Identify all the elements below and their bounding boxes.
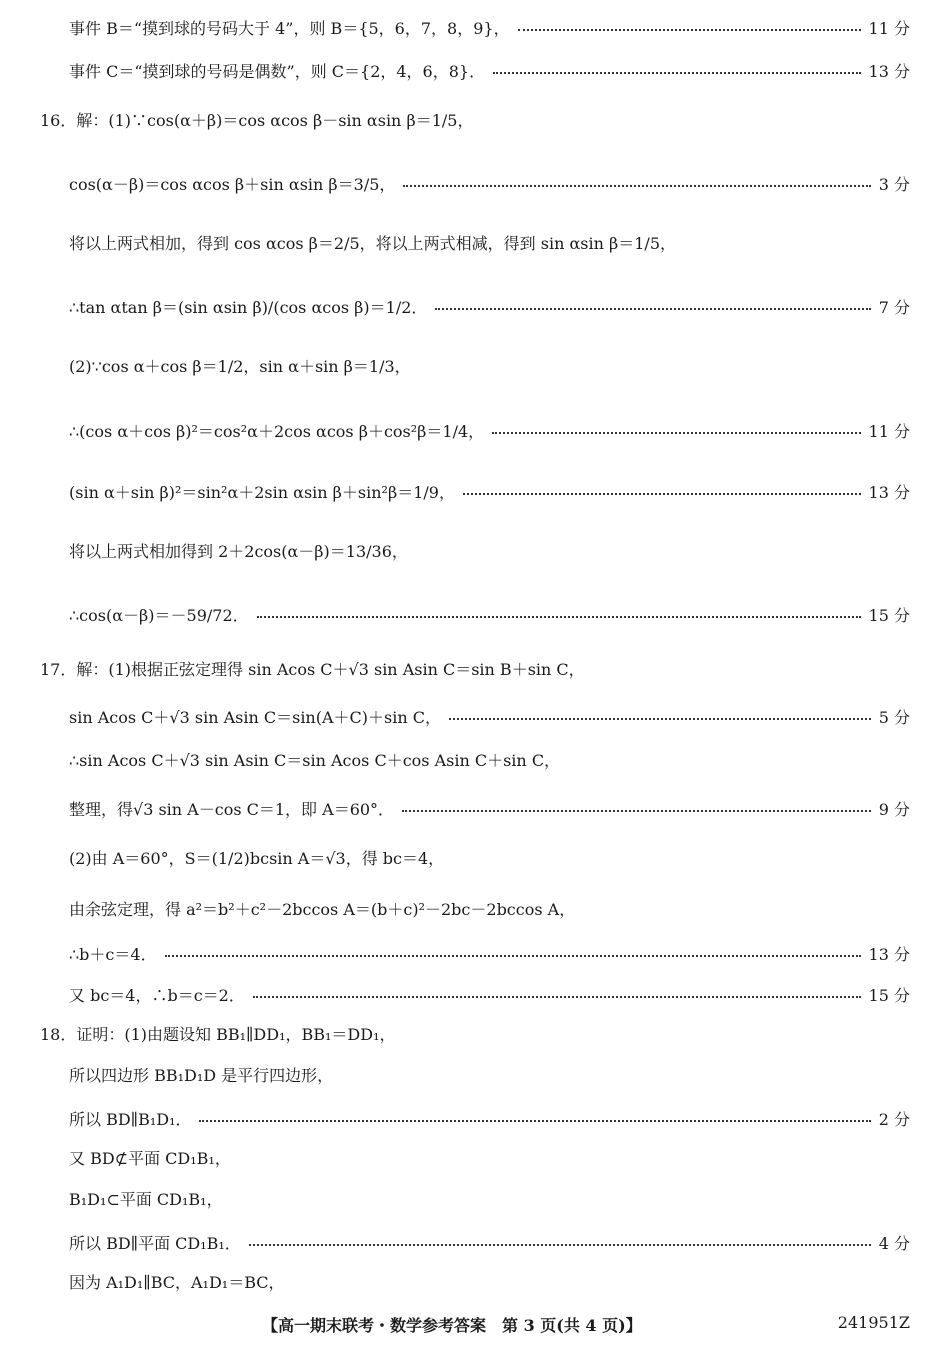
leader-dots [257,616,861,618]
score-points: 3 分 [878,175,910,194]
score-points: 2 分 [878,1110,910,1129]
answer-line: ∴b＋c＝4． 13 分 [69,942,910,965]
answer-line: 事件 C＝“摸到球的号码是偶数”，则 C＝{2，4，6，8}． 13 分 [69,59,910,82]
leader-dots [463,493,861,495]
answer-line: 将以上两式相加，得到 cos αcos β＝2/5，将以上两式相减，得到 sin αsin β＝1/5， [69,234,677,253]
page-footer [0,1313,950,1337]
answer-line: ∴tan αtan β＝(sin αsin β)/(cos αcos β)＝1/2． 7 分 [69,295,910,318]
leader-dots [403,185,870,187]
answer-line: sin Acos C＋√3 sin Asin C＝sin(A＋C)＋sin C， 5 分 [69,705,910,728]
answer-line: (2)由 A＝60°，S＝(1/2)bcsin A＝√3，得 bc＝4， [69,849,445,868]
question-16-heading: 16．解：(1)∵cos(α＋β)＝cos αcos β－sin αsin β＝1/5， [40,111,474,130]
question-17-heading: 17．解：(1)根据正弦定理得 sin Acos C＋√3 sin Asin C＝sin B＋sin C， [40,660,585,679]
score-points: 15 分 [868,606,910,625]
leader-dots [165,955,861,957]
leader-dots [493,72,860,74]
answer-line: 所以四边形 BB₁D₁D 是平行四边形， [69,1066,334,1085]
leader-dots [492,432,860,434]
score-points: 11 分 [868,422,910,441]
answer-line: (2)∵cos α＋cos β＝1/2，sin α＋sin β＝1/3， [69,357,411,376]
answer-line: 所以 BD∥B₁D₁． 2 分 [69,1107,910,1130]
answer-line: 因为 A₁D₁∥BC，A₁D₁＝BC， [69,1273,285,1292]
leader-dots [402,810,871,812]
answer-line: 由余弦定理，得 a²＝b²＋c²－2bccos A＝(b＋c)²－2bc－2bccos A， [69,900,576,919]
score-points: 13 分 [868,62,910,81]
score-points: 11 分 [868,19,910,38]
answer-line: 整理，得√3 sin A－cos C＝1，即 A＝60°． 9 分 [69,797,910,820]
score-points: 15 分 [868,986,910,1005]
score-points: 13 分 [868,483,910,502]
answer-line: (sin α＋sin β)²＝sin²α＋2sin αsin β＋sin²β＝1/9， 13 分 [69,480,910,503]
leader-dots [449,718,871,720]
leader-dots [199,1120,870,1122]
leader-dots [249,1244,871,1246]
score-points: 9 分 [878,800,910,819]
answer-line: cos(α－β)＝cos αcos β＋sin αsin β＝3/5， 3 分 [69,172,910,195]
footer-title: 【高一期末联考・数学参考答案 第 3 页(共 4 页)】 [262,1316,642,1335]
answer-line: 所以 BD∥平面 CD₁B₁． 4 分 [69,1231,910,1254]
leader-dots [518,29,861,31]
answer-line: 又 bc＝4，∴b＝c＝2． 15 分 [69,983,910,1006]
answer-line: 将以上两式相加得到 2＋2cos(α－β)＝13/36， [69,542,408,561]
answer-line: B₁D₁⊂平面 CD₁B₁， [69,1190,223,1209]
answer-line: ∴sin Acos C＋√3 sin Asin C＝sin Acos C＋cos Asin C＋sin C， [69,751,561,770]
leader-dots [253,996,861,998]
score-points: 4 分 [878,1234,910,1253]
score-points: 13 分 [868,945,910,964]
answer-line: ∴cos(α－β)＝－59/72． 15 分 [69,603,910,626]
answer-line: 又 BD⊄平面 CD₁B₁， [69,1149,231,1168]
leader-dots [435,308,870,310]
footer-code: 241951Z [837,1313,910,1332]
score-points: 5 分 [878,708,910,727]
score-points: 7 分 [878,298,910,317]
question-18-heading: 18．证明：(1)由题设知 BB₁∥DD₁，BB₁＝DD₁， [40,1025,396,1044]
answer-line: 事件 B＝“摸到球的号码大于 4”，则 B＝{5，6，7，8，9}， 11 分 [69,16,910,39]
answer-line: ∴(cos α＋cos β)²＝cos²α＋2cos αcos β＋cos²β＝1/4， 11 分 [69,419,910,442]
